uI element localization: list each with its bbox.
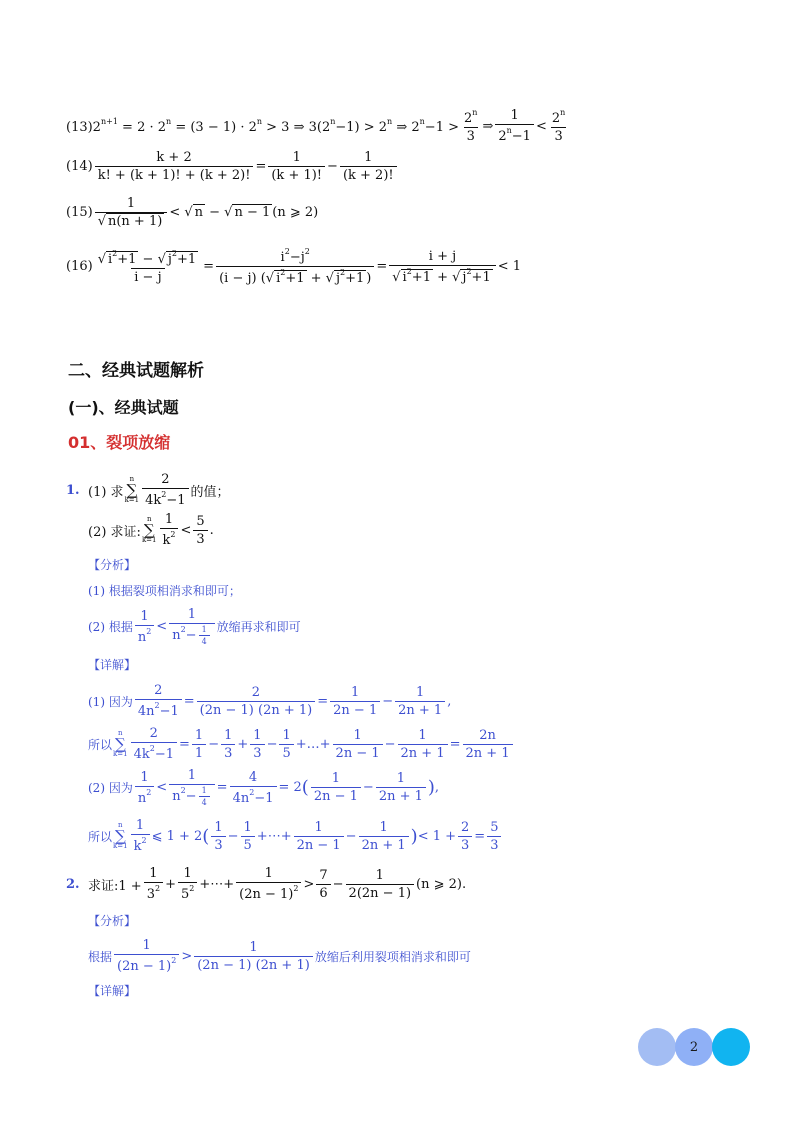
analysis-1-part-1: (1) 根据裂项相消求和即可； <box>88 584 241 598</box>
analysis-1-part-2: (2) 根据 $\frac{1}{n^2}$ < 1 $n^2-$ $\frac{1}{4}$ 放缩再求和即可 <box>88 607 301 646</box>
analysis-2: 根据 $\frac{1}{(2n - 1)^2}$ > $\frac{1}{(2n - 1) (2n + 1)}$ 放缩后利用裂项相消求和即可 <box>88 938 471 974</box>
detail-1-step-2: 所以 n ∑ k=1 $\frac{2}{4k^2-1}$ = $\frac{1}{1}$ − $\frac{1}{3}$ + $\frac{1}{3}$ − $\frac{1}{5}$ +…+ $\frac{1}{2n - 1}$ − $\frac{1}{2n + 1}$ = $\frac{2n}{2n + 1}$ <box>88 726 515 762</box>
problem-2-number: 2. <box>66 876 80 892</box>
detail-label-2: 【详解】 <box>88 984 137 998</box>
analysis-label-1: 【分析】 <box>88 558 137 572</box>
section-heading: 二、经典试题解析 <box>68 361 204 381</box>
analysis-label-2: 【分析】 <box>88 914 137 928</box>
problem-2-statement: 2. 求证:1 + $\frac{1}{3^2}$ + $\frac{1}{5^2}$ +⋯+ $\frac{1}{(2n - 1)^2}$ > $\frac{7}{6}$ − $\frac{1}{2(2n - 1)}$ (n ⩾ 2). <box>66 866 467 902</box>
subsection-heading: (一)、经典试题 <box>68 398 179 417</box>
formula-14: (14) $\frac{k + 2}{k! + (k + 1)! + (k + 2)!}$ = $\frac{1}{(k + 1)!}$ − $\frac{1}{(k + 2)!}$ <box>66 150 399 183</box>
problem-1-number: 1. <box>66 482 80 498</box>
formula-15: (15) $\frac{1}{√ n(n + 1)}$ < √ n − √ n − 1 (n ⩾ 2) <box>66 196 319 229</box>
page-dot-right <box>712 1028 750 1066</box>
page-number <box>675 1028 713 1066</box>
problem-1-part-1: 1. (1) 求 n ∑ k=1 $\frac{2}{4k^2-1}$ 的值； <box>66 472 230 508</box>
formula-13: $(13)2^{n+1} = 2 \cdot 2^n = (3 - 1) \cdot 2^n > 3$ ⇒ $3(2^n-1) > 2^n$ ⇒ $2^n-1$ > $\frac{2^n}{3}$ ⇒ $\frac{1}{2^n-1}$ < $\frac{2^n}{3}$ <box>66 108 566 144</box>
page-dot-left <box>638 1028 676 1066</box>
detail-1-step-4: 所以 n ∑ k=1 $\frac{1}{k^2}$ ⩽ 1 + 2 ( $\frac{1}{3}$ − $\frac{1}{5}$ +⋯+ $\frac{1}{2n - 1}$ − $\frac{1}{2n + 1}$ ) < 1 + $\frac{2}{3}$ = $\frac{5}{3}$ <box>88 818 503 854</box>
page-number-text: 2 <box>689 1039 699 1055</box>
detail-1-step-1: (1) 因为 $\frac{2}{4n^2-1}$ = $\frac{2}{(2n - 1) (2n + 1)}$ = $\frac{1}{2n - 1}$ − $\frac{1}{2n + 1}$ , <box>88 683 452 719</box>
problem-1-part-2: (2) 求证: n ∑ k=1 $\frac{1}{k^2}$ < $\frac{5}{3}$ . <box>88 512 214 548</box>
formula-16: (16) $\frac{√ i^2+1 - √ j^2+1}{i - j}$ = $\frac{i^2-j^2}{(i - j) (√ i^2+1 + √ j^2+1 )}$ = $\frac{i + j}{√ i^2+1 + √ j^2+1}$ < 1 <box>66 247 522 286</box>
detail-1-step-3: (2) 因为 $\frac{1}{n^2}$ < 1 $n^2-$ $\frac{1}{4}$ = $\frac{4}{4n^2-1}$ = 2 ( $\frac{1}{2n - 1}$ − $\frac{1}{2n + 1}$ ) , <box>88 768 440 807</box>
detail-label-1: 【详解】 <box>88 658 137 672</box>
topic-heading: 01、裂项放缩 <box>68 433 171 452</box>
